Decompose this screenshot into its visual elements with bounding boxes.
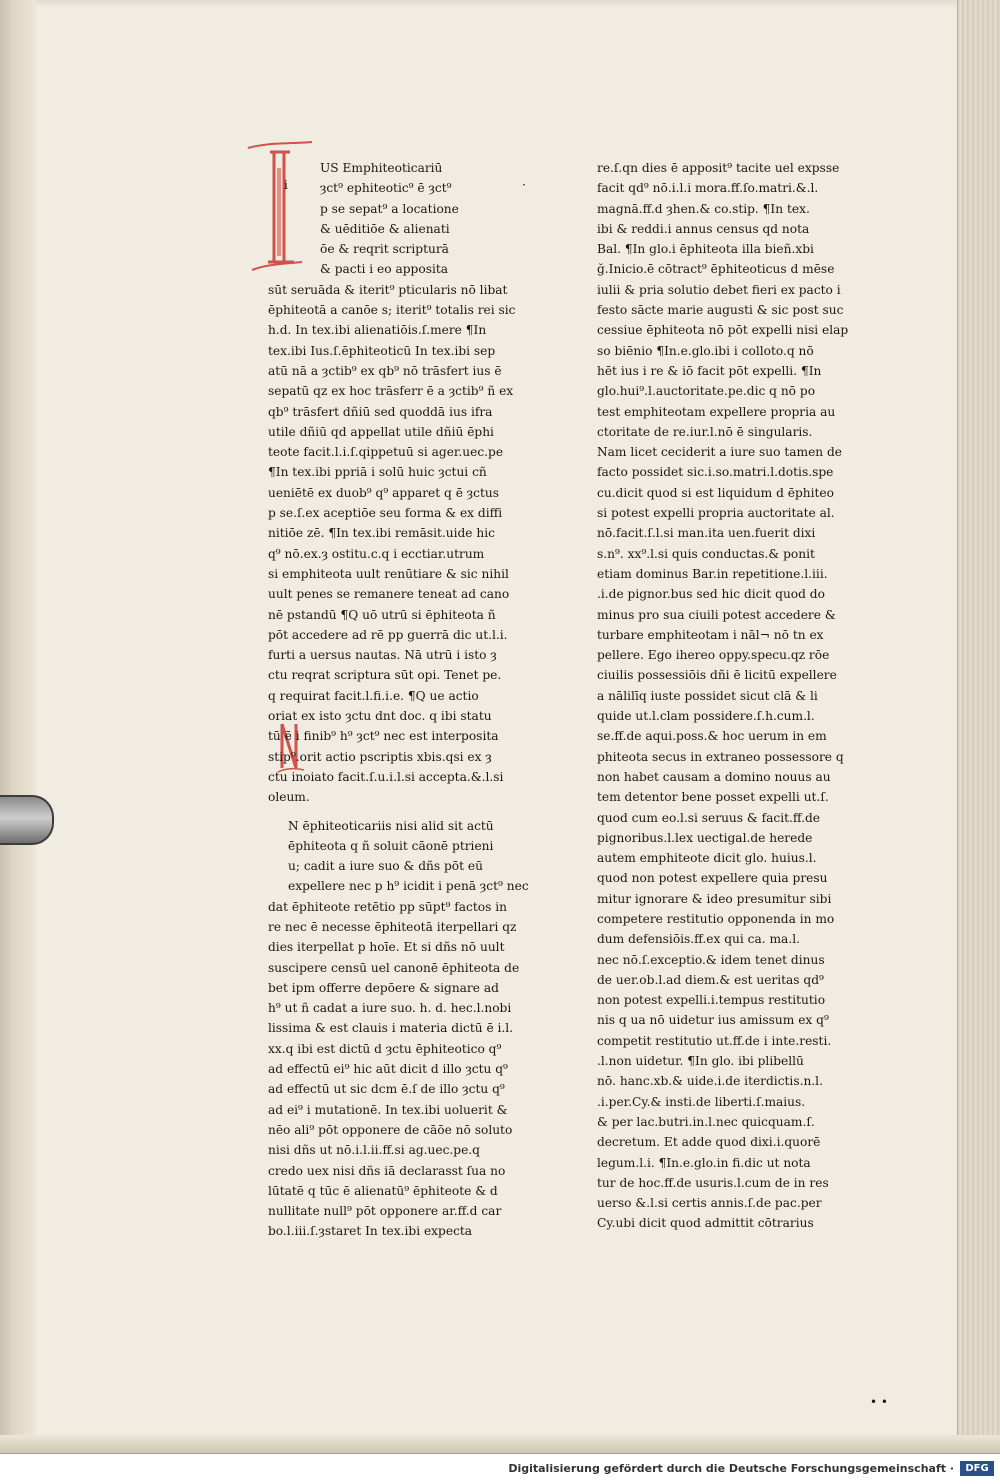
text-line: non potest expelli.i.tempus restitutio [597, 993, 826, 1008]
text-line: expellere nec p h⁹ icidit i penā ȝct⁹ nec [288, 879, 529, 894]
text-line: q requirat facit.l.fi.i.e. ¶Q ue actio [268, 688, 479, 703]
text-line: iulii & pria solutio debet fieri ex pacto i [597, 282, 841, 297]
text-line: nitiōe zē. ¶In tex.ibi remāsit.uide hic [268, 526, 495, 541]
text-line: ciuilis possessiōis dñi ē licitū expellere [597, 668, 837, 683]
text-line: stip⁹.orit actio pscriptis xbis.qsi ex ȝ [268, 749, 492, 764]
text-line: autem emphiteote dicit glo. huius.l. [597, 851, 817, 866]
text-line: hēt ius i re & iō facit pōt expelli. ¶In [597, 363, 822, 378]
text-line: nō.facit.ſ.l.si man.ita uen.fuerit dixi [597, 526, 816, 541]
text-line: US Emphiteoticariū [320, 161, 443, 175]
text-line: magnā.ff.d ȝhen.& co.stip. ¶In tex. [597, 201, 810, 216]
text-line: .l.non uidetur. ¶In glo. ibi plibellū [597, 1054, 804, 1069]
text-line: credo uex nisi dñs iā declarasst ſua no [268, 1163, 506, 1178]
text-line: xx.q ibi est dictū d ȝctu ēphiteotico q⁹ [268, 1041, 502, 1056]
text-line: re.ſ.qn dies ē apposit⁹ tacite uel expsse [597, 161, 840, 175]
text-line: pellere. Ego ihereo oppy.specu.qz rōe [597, 648, 830, 663]
text-line: si potest expelli propria auctoritate al. [597, 506, 835, 521]
text-line: ğ.Inicio.ē cōtract⁹ ēphiteoticus d mēse [597, 262, 835, 277]
text-line: pōt accedere ad rē pp guerrā dic ut.l.i. [268, 627, 508, 642]
text-line: lissima & est clauis i materia dictū ē i.l. [268, 1021, 514, 1036]
text-line: qb⁹ trāsfert dñiū sed quoddā ius ifra [268, 404, 493, 419]
text-line: tur de hoc.ff.de usuris.l.cum de in res [597, 1175, 829, 1190]
text-line: se.ff.de aqui.poss.& hoc uerum in em [597, 729, 827, 744]
text-line: cessiue ēphiteota nō pōt expelli nisi elap [597, 323, 849, 338]
text-line: ōe & reqrit scripturā [320, 242, 449, 257]
text-line: competit restitutio ut.ff.de i inte.resti. [597, 1033, 832, 1048]
text-line: phiteota secus in extraneo possessore q [597, 749, 844, 764]
text-line: uult penes se remanere teneat ad cano [268, 587, 510, 602]
text-line: teote facit.l.i.ſ.qippetuū si ager.uec.pe [268, 445, 504, 460]
text-line: Bal. ¶In glo.i ēphiteota illa bieñ.xbi [597, 242, 814, 257]
text-line: s.n⁹. xx⁹.l.si quis conductas.& ponit [597, 546, 815, 561]
text-line: oriat ex isto ȝctu dnt doc. q ibi statu [268, 709, 492, 724]
text-line: cu.dicit quod si est liquidum d ēphiteo [597, 485, 834, 500]
text-line: p se.ſ.ex aceptiōe seu forma & ex diffi [268, 506, 503, 521]
text-line: facit qd⁹ nō.i.l.i mora.ff.ſo.matri.&.l. [597, 181, 819, 196]
text-line: suscipere censū uel canonē ēphiteota de [268, 960, 520, 975]
dfg-logo: DFG [960, 1461, 994, 1476]
text-line: & pacti i eo apposita [320, 262, 449, 277]
text-line: bo.l.iii.ſ.ȝstaret In tex.ibi expecta [268, 1224, 473, 1239]
text-line: non habet causam a domino nouus au [597, 769, 831, 784]
text-line: lūtatē q tūc ē alienatū⁹ ēphiteote & d [268, 1183, 498, 1198]
text-line: tem detentor bene posset expelli ut.ſ. [597, 790, 829, 805]
text-line: oleum. [268, 790, 310, 805]
text-line: N ēphiteoticariis nisi alid sit actū [288, 818, 494, 833]
text-line: dies iterpellat p hoīe. Et si dñs nō uult [268, 940, 505, 955]
text-line: ctoritate de re.iur.l.nō ē singularis. [597, 424, 813, 439]
margin-mark: • • [870, 1395, 888, 1409]
text-line: .i.de pignor.bus sed hic dicit quod do [597, 587, 825, 602]
text-line: glo.hui⁹.l.auctoritate.pe.dic q nō po [597, 384, 816, 399]
text-line: bet ipm offerre depōere & signare ad [268, 980, 499, 995]
text-line: decretum. Et adde quod dixi.i.quorē [597, 1135, 821, 1150]
text-line: pignoribus.l.lex uectigal.de herede [597, 830, 813, 845]
text-line: ctu reqrat scriptura sūt opi. Tenet pe. [268, 668, 502, 683]
margin-mark: i [284, 178, 288, 192]
text-line: test emphiteotam expellere propria au [597, 404, 836, 419]
funding-notice: Digitalisierung gefördert durch die Deutsche Forschungsgemeinschaft · [508, 1462, 954, 1475]
margin-mark: · [522, 178, 526, 192]
text-line: nō. hanc.xb.& uide.i.de iterdictis.n.l. [597, 1074, 823, 1089]
text-line: nēo ali⁹ pōt opponere de cāōe nō soluto [268, 1122, 513, 1137]
text-line: ȝct⁹ ephiteotic⁹ ē ȝct⁹ [320, 181, 452, 196]
text-line: sūt seruāda & iterit⁹ pticularis nō libat [268, 282, 508, 297]
text-line: re nec ē necesse ēphiteotā iterpellari qz [268, 919, 517, 934]
text-line: quod cum eo.l.si seruus & facit.ff.de [597, 810, 821, 825]
text-line: h⁹ ut ñ cadat a iure suo. h. d. hec.l.nobi [268, 1001, 512, 1016]
text-line: h.d. In tex.ibi alienatiōis.ſ.mere ¶In [268, 323, 487, 338]
text-line: Nam licet ceciderit a iure suo tamen de [597, 445, 843, 460]
text-line: quod non potest expellere quia presu [597, 871, 828, 886]
text-line: sepatū qz ex hoc trāsferr ē a ȝctib⁹ ñ ex [268, 384, 514, 399]
text-line: ueniētē ex duob⁹ q⁹ apparet q ē ȝctus [268, 485, 499, 500]
text-line: facto possidet sic.i.so.matri.l.dotis.spe [597, 465, 834, 480]
text-line: si emphiteota uult renūtiare & sic nihil [268, 566, 509, 581]
text-line: tex.ibi Ius.ſ.ēphiteoticū In tex.ibi sep [268, 343, 496, 358]
text-line: u; cadit a iure suo & dñs pōt eū [288, 859, 483, 874]
text-line: dum defensiōis.ff.ex qui ca. ma.l. [597, 932, 800, 947]
text-line: legum.l.i. ¶In.e.glo.in fi.dic ut nota [597, 1155, 811, 1170]
text-line: a nālilīq iuste possidet sicut clā & li [597, 688, 818, 703]
text-line: nē pstandū ¶Q uō utrū si ēphiteota ñ [268, 607, 496, 622]
text-line: nullitate null⁹ pōt opponere ar.ff.d car [268, 1204, 502, 1219]
page-bottom-edge [0, 1435, 1000, 1453]
text-line: ēphiteotā a canōe s; iterit⁹ totalis rei sic [268, 303, 516, 318]
text-column-left [268, 158, 529, 1242]
text-line: & per lac.butri.in.l.nec quicquam.ſ. [597, 1114, 815, 1129]
text-line: ad ei⁹ i mutationē. In tex.ibi uoluerit & [268, 1102, 508, 1117]
text-line: etiam dominus Bar.in repetitione.l.iii. [597, 566, 828, 581]
text-line: ibi & reddi.i annus census qd nota [597, 221, 810, 236]
text-line: ad effectū ut sic dcm ē.ſ de illo ȝctu q⁹ [268, 1082, 505, 1097]
text-line: ctu inoiato facit.ſ.u.i.l.si accepta.&.l.si [268, 769, 504, 784]
text-line: so biēnio ¶In.e.glo.ibi i colloto.q nō [597, 343, 814, 358]
text-line: quide ut.l.clam possidere.ſ.h.cum.l. [597, 709, 815, 724]
text-line: .i.per.Cy.& insti.de liberti.ſ.maius. [597, 1094, 806, 1109]
book-clamp [0, 795, 54, 845]
text-line: competere restitutio opponenda in mo [597, 911, 835, 926]
text-line: ¶In tex.ibi ppriā i solū huic ȝctui cñ [268, 465, 487, 480]
text-line: & uēditiōe & alienati [320, 221, 450, 236]
text-line: nis q ua nō uidetur ius amissum ex q⁹ [597, 1013, 829, 1028]
text-line: tū ē i finib⁹ h⁹ ȝct⁹ nec est interposita [268, 729, 499, 744]
text-line: utile dñiū qd appellat utile dñiū ēphi [268, 424, 494, 439]
text-line: de uer.ob.l.ad diem.& est ueritas qd⁹ [597, 972, 824, 987]
text-line: ad effectū ei⁹ hic aūt dicit d illo ȝctu q⁹ [268, 1062, 508, 1077]
book-edge [957, 0, 1000, 1453]
text-line: festo sācte marie augusti & sic post suc [597, 303, 844, 318]
text-line: furti a uersus nautas. Nā utrū i isto ȝ [268, 648, 497, 663]
text-line: q⁹ nō.ex.ȝ ostitu.c.q i ecctiar.utrum [268, 546, 485, 561]
text-column-right [597, 158, 849, 1234]
text-line: nisi dñs ut nō.i.l.ii.ff.si ag.uec.pe.q [268, 1143, 480, 1158]
text-line: turbare emphiteotam i nāl¬ nō tn ex [597, 627, 824, 642]
text-line: p se sepat⁹ a locatione [320, 201, 459, 216]
text-line: Cy.ubi dicit quod admittit cōtrarius [597, 1216, 814, 1231]
footer-bar [0, 1453, 1000, 1484]
text-line: nec nō.ſ.exceptio.& idem tenet dinus [597, 952, 825, 967]
book-gutter [0, 0, 36, 1453]
text-line: uerso &.l.si certis annis.ſ.de pac.per [597, 1196, 822, 1211]
text-line: ēphiteota q ñ soluit cāonē ptrieni [288, 838, 494, 853]
text-line: atū nā a ȝctib⁹ ex qb⁹ nō trāsfert ius ē [268, 363, 502, 378]
text-line: dat ēphiteote retētio pp sūpt⁹ factos in [268, 899, 507, 914]
text-line: mitur ignorare & ideo presumitur sibi [597, 891, 832, 906]
text-line: minus pro sua ciuili potest accedere & [597, 607, 836, 622]
